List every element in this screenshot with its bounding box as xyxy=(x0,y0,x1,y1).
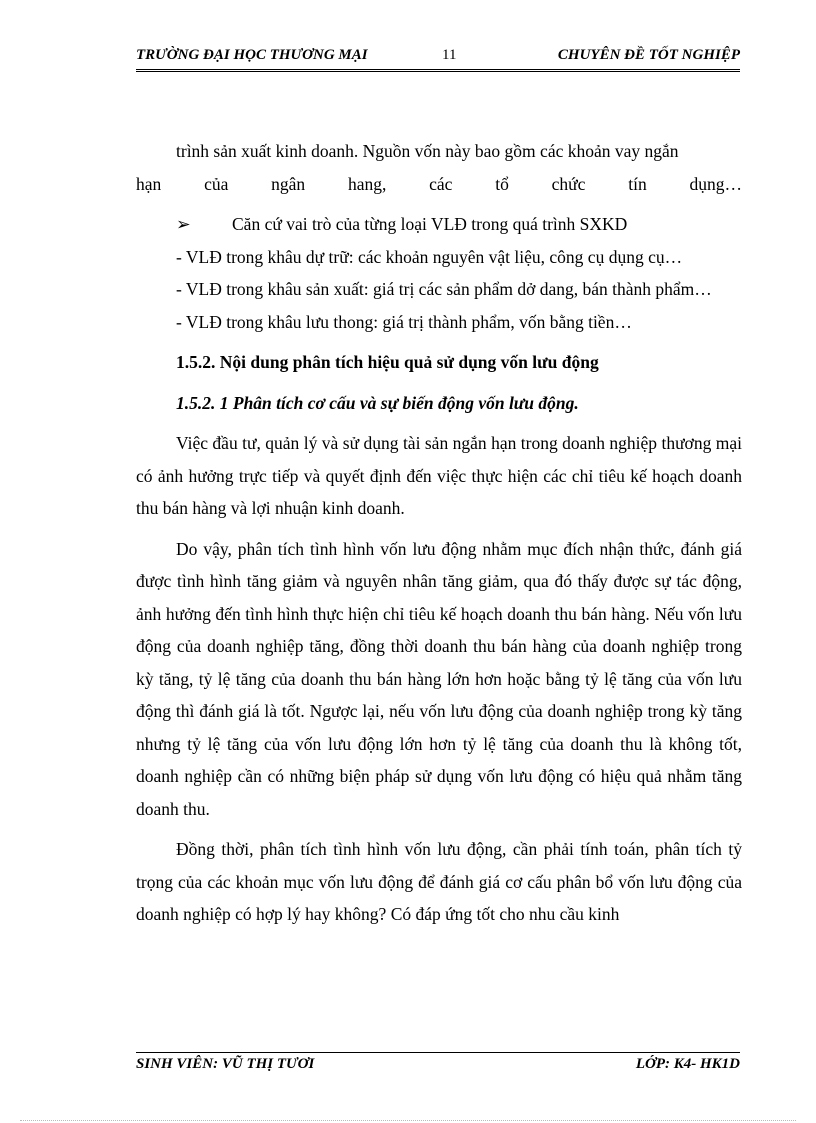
paragraph: Việc đầu tư, quản lý và sử dụng tài sản ngắn hạn trong doanh nghiệp thương mại có ảnh hưởng trực tiếp và quyết định đến việc thực hiện các chỉ tiêu kế hoạch doanh thu bán hàng và lợi nhuận kinh doanh. xyxy=(136,433,742,518)
dash-item: - VLĐ trong khâu dự trữ: các khoản nguyên vật liệu, công cụ dụng cụ… xyxy=(176,246,683,267)
page-header xyxy=(136,47,740,69)
paragraph: Đồng thời, phân tích tình hình vốn lưu động, cần phải tính toán, phân tích tỷ trọng của các khoản mục vốn lưu động để đánh giá cơ cấu phân bổ vốn lưu động của doanh nghiệp có hợp lý hay không? Có đáp ứng tốt cho nhu cầu kinh xyxy=(136,839,742,924)
header-rule xyxy=(136,69,740,72)
paragraph: Do vậy, phân tích tình hình vốn lưu động nhằm mục đích nhận thức, đánh giá được tình hình tăng giảm và nguyên nhân tăng giảm, qua đó thấy được sự tác động, ảnh hưởng đến tình hình thực hiện chỉ tiêu kế hoạch doanh thu bán hàng. Nếu vốn lưu động của doanh nghiệp tăng, đồng thời doanh thu bán hàng của doanh nghiệp trong kỳ tăng, tỷ lệ tăng của doanh thu bán hàng lớn hơn hoặc bằng tỷ lệ tăng của vốn lưu động thì đánh giá là tốt. Ngược lại, nếu vốn lưu động của doanh nghiệp trong kỳ tăng nhưng tỷ lệ tăng của vốn lưu động lớn hơn tỷ lệ tăng của doanh thu là không tốt, doanh nghiệp cần có những biện pháp sử dụng vốn lưu động có hiệu quả nhằm tăng doanh thu. xyxy=(136,538,742,819)
dash-item: - VLĐ trong khâu lưu thong: giá trị thành phẩm, vốn bằng tiền… xyxy=(176,311,632,332)
bullet-text: Căn cứ vai trò của từng loại VLĐ trong quá trình SXKD xyxy=(232,214,628,234)
header-page-number: 11 xyxy=(442,47,457,63)
section-heading: 1.5.2. Nội dung phân tích hiệu quả sử dụng vốn lưu động xyxy=(176,352,599,372)
footer-class: LỚP: K4- HK1D xyxy=(635,1056,740,1072)
paragraph-line: hạn của ngân hang, các tổ chức tín dụng… xyxy=(136,173,742,194)
page-boundary xyxy=(20,1120,796,1121)
arrow-bullet-icon: ➢ xyxy=(176,214,191,234)
header-university: TRƯỜNG ĐẠI HỌC THƯƠNG MẠI xyxy=(136,47,368,63)
document-body xyxy=(136,135,742,931)
dash-item: - VLĐ trong khâu sản xuất: giá trị các sản phẩm dở dang, bán thành phẩm… xyxy=(176,279,712,299)
paragraph-line: trình sản xuất kinh doanh. Nguồn vốn này bao gồm các khoản vay ngắn xyxy=(176,141,679,161)
bullet-item xyxy=(136,208,742,241)
footer-student: SINH VIÊN: VŨ THỊ TƯƠI xyxy=(136,1056,315,1072)
footer-rule xyxy=(136,1052,740,1053)
header-title: CHUYÊN ĐỀ TỐT NGHIỆP xyxy=(557,47,740,63)
subsection-heading: 1.5.2. 1 Phân tích cơ cấu và sự biến động vốn lưu động. xyxy=(176,392,579,413)
